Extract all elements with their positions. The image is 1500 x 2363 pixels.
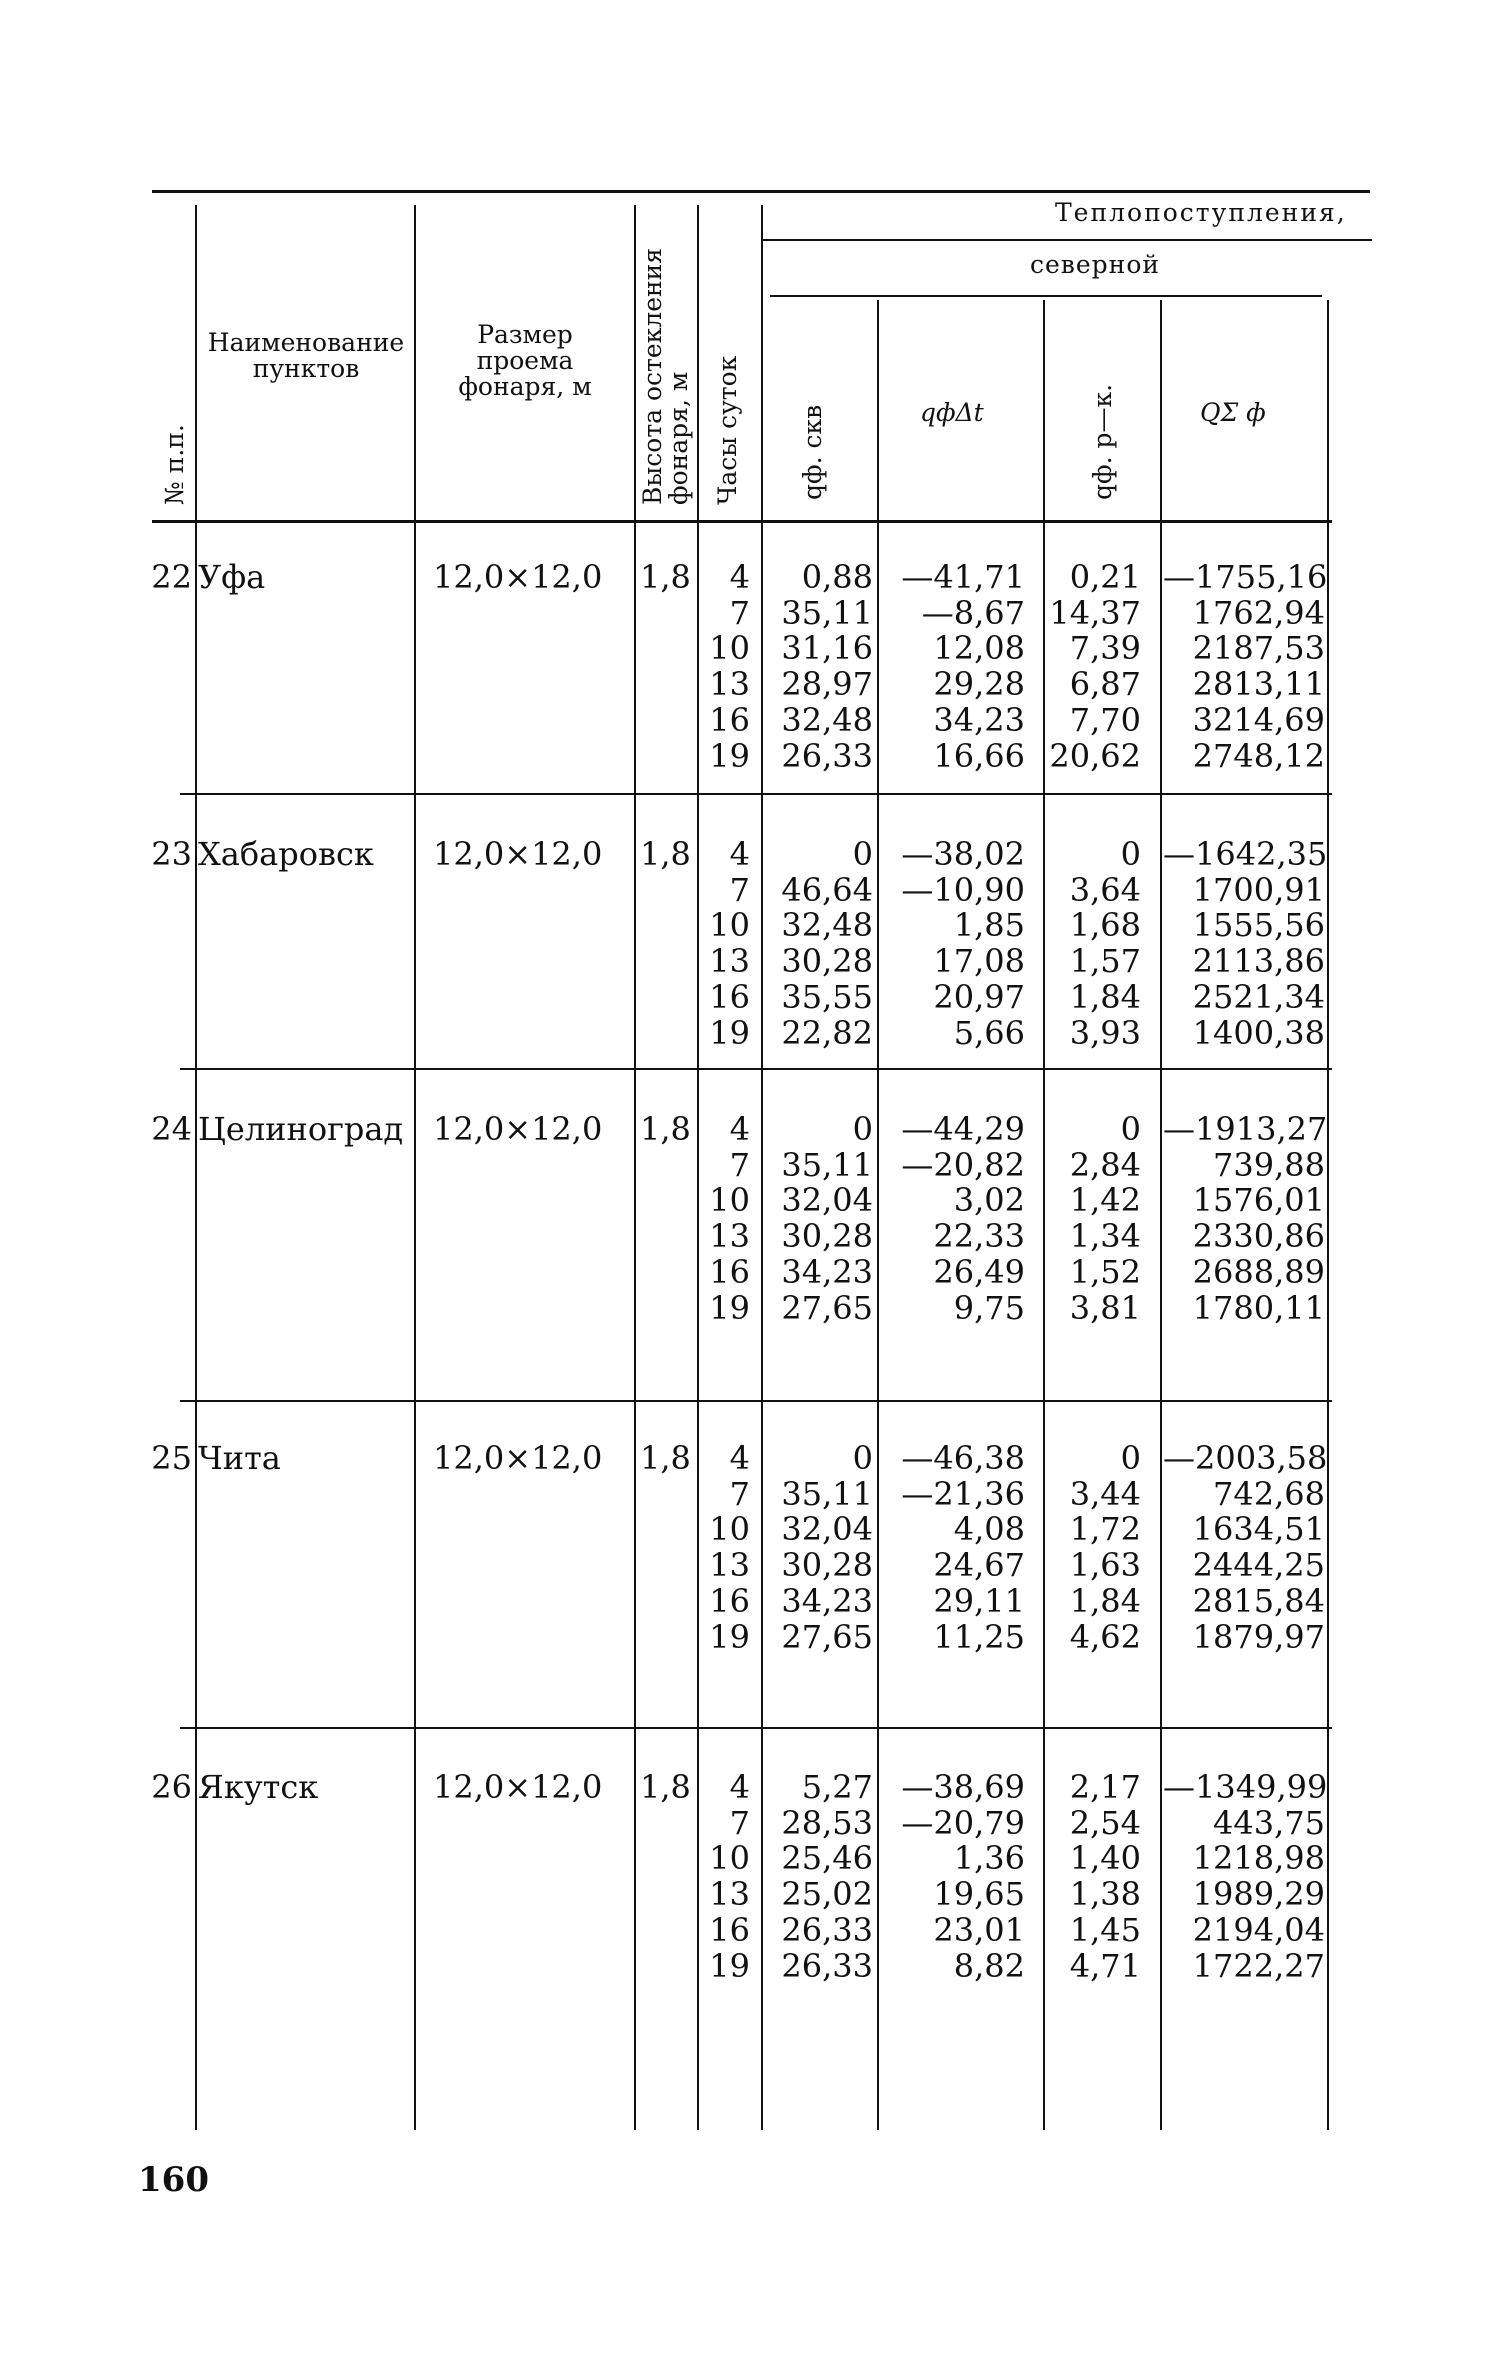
- row-q-dt: —38,69 —20,79 1,36 19,65 23,01 8,82: [901, 1768, 1025, 1985]
- table-top-rule: [152, 190, 1370, 193]
- header-bottom-rule: [152, 520, 1332, 523]
- row-num: 24: [151, 1110, 192, 1148]
- row-q-skv: 0 35,11 32,04 30,28 34,23 27,65: [781, 1439, 873, 1656]
- row-q-sum: —2003,58 742,68 1634,51 2444,25 2815,84 1879,97: [1163, 1439, 1328, 1656]
- row-q-dt: —44,29 —20,82 3,02 22,33 26,49 9,75: [901, 1110, 1025, 1327]
- header-group-title: Теплопоступления,: [1055, 198, 1347, 227]
- row-name: Целиноград: [198, 1110, 404, 1148]
- col-divider: [1160, 300, 1162, 2130]
- col-divider: [761, 205, 763, 2130]
- row-height: 1,8: [640, 1439, 691, 1477]
- row-hours: 4 7 10 13 16 19: [709, 1439, 750, 1656]
- header-q-skv: qф. скв: [798, 404, 827, 500]
- row-q-rk: 0,21 14,37 7,39 6,87 7,70 20,62: [1049, 558, 1141, 775]
- row-size: 12,0×12,0: [433, 1768, 603, 1806]
- row-height: 1,8: [640, 1110, 691, 1148]
- header-q-sum: QΣ ф: [1200, 398, 1266, 427]
- row-name: Якутск: [198, 1768, 319, 1806]
- row-height: 1,8: [640, 558, 691, 596]
- row-num: 25: [151, 1439, 192, 1477]
- header-subgroup-title: северной: [1030, 250, 1161, 279]
- row-size: 12,0×12,0: [433, 558, 603, 596]
- header-col-size: [425, 322, 625, 400]
- row-q-sum: —1349,99 443,75 1218,98 1989,29 2194,04 1722,27: [1163, 1768, 1328, 1985]
- header-col-size-text: Размер проема фонаря, м: [458, 320, 592, 401]
- row-q-dt: —38,02 —10,90 1,85 17,08 20,97 5,66: [901, 835, 1025, 1052]
- row-hours: 4 7 10 13 16 19: [709, 835, 750, 1052]
- row-q-rk: 2,17 2,54 1,40 1,38 1,45 4,71: [1069, 1768, 1141, 1985]
- row-name: Уфа: [198, 558, 266, 596]
- row-q-rk: 0 2,84 1,42 1,34 1,52 3,81: [1069, 1110, 1141, 1327]
- row-name: Чита: [198, 1439, 281, 1477]
- row-size: 12,0×12,0: [433, 835, 603, 873]
- row-height: 1,8: [640, 835, 691, 873]
- row-q-sum: —1642,35 1700,91 1555,56 2113,86 2521,34 1400,38: [1163, 835, 1328, 1052]
- row-q-sum: —1755,16 1762,94 2187,53 2813,11 3214,69 2748,12: [1163, 558, 1328, 775]
- row-q-dt: —46,38 —21,36 4,08 24,67 29,11 11,25: [901, 1439, 1025, 1656]
- col-divider: [877, 300, 879, 2130]
- col-divider: [414, 205, 416, 2130]
- row-hours: 4 7 10 13 16 19: [709, 1768, 750, 1985]
- row-height: 1,8: [640, 1768, 691, 1806]
- group-underline: [762, 239, 1372, 241]
- col-divider: [697, 205, 699, 2130]
- subgroup-underline: [770, 295, 1322, 297]
- row-q-dt: —41,71 —8,67 12,08 29,28 34,23 16,66: [901, 558, 1025, 775]
- col-divider: [634, 205, 636, 2130]
- row-q-skv: 0,88 35,11 31,16 28,97 32,48 26,33: [781, 558, 873, 775]
- header-q-dt: qфΔt: [920, 398, 984, 427]
- header-col-height-text: Высота остекления фонаря, м: [638, 247, 693, 505]
- row-size: 12,0×12,0: [433, 1110, 603, 1148]
- page-number: 160: [138, 2160, 209, 2200]
- row-num: 23: [151, 835, 192, 873]
- row-q-skv: 5,27 28,53 25,46 25,02 26,33 26,33: [781, 1768, 873, 1985]
- row-name: Хабаровск: [198, 835, 374, 873]
- row-q-skv: 0 46,64 32,48 30,28 35,55 22,82: [781, 835, 873, 1052]
- row-size: 12,0×12,0: [433, 1439, 603, 1477]
- header-col-num: № п.п.: [160, 424, 189, 505]
- col-divider: [195, 205, 197, 2130]
- header-col-name-text: Наименование пунктов: [207, 328, 405, 383]
- row-hours: 4 7 10 13 16 19: [709, 558, 750, 775]
- row-q-rk: 0 3,44 1,72 1,63 1,84 4,62: [1069, 1439, 1141, 1656]
- row-q-sum: —1913,27 739,88 1576,01 2330,86 2688,89 1780,11: [1163, 1110, 1328, 1327]
- row-num: 26: [151, 1768, 192, 1806]
- header-col-hours: Часы суток: [713, 355, 742, 505]
- header-q-rk: qф. р—к.: [1088, 383, 1117, 500]
- row-q-skv: 0 35,11 32,04 30,28 34,23 27,65: [781, 1110, 873, 1327]
- row-q-rk: 0 3,64 1,68 1,57 1,84 3,93: [1069, 835, 1141, 1052]
- row-num: 22: [151, 558, 192, 596]
- row-hours: 4 7 10 13 16 19: [709, 1110, 750, 1327]
- header-col-name: [200, 330, 412, 382]
- header-col-height: [640, 215, 692, 505]
- col-divider: [1043, 300, 1045, 2130]
